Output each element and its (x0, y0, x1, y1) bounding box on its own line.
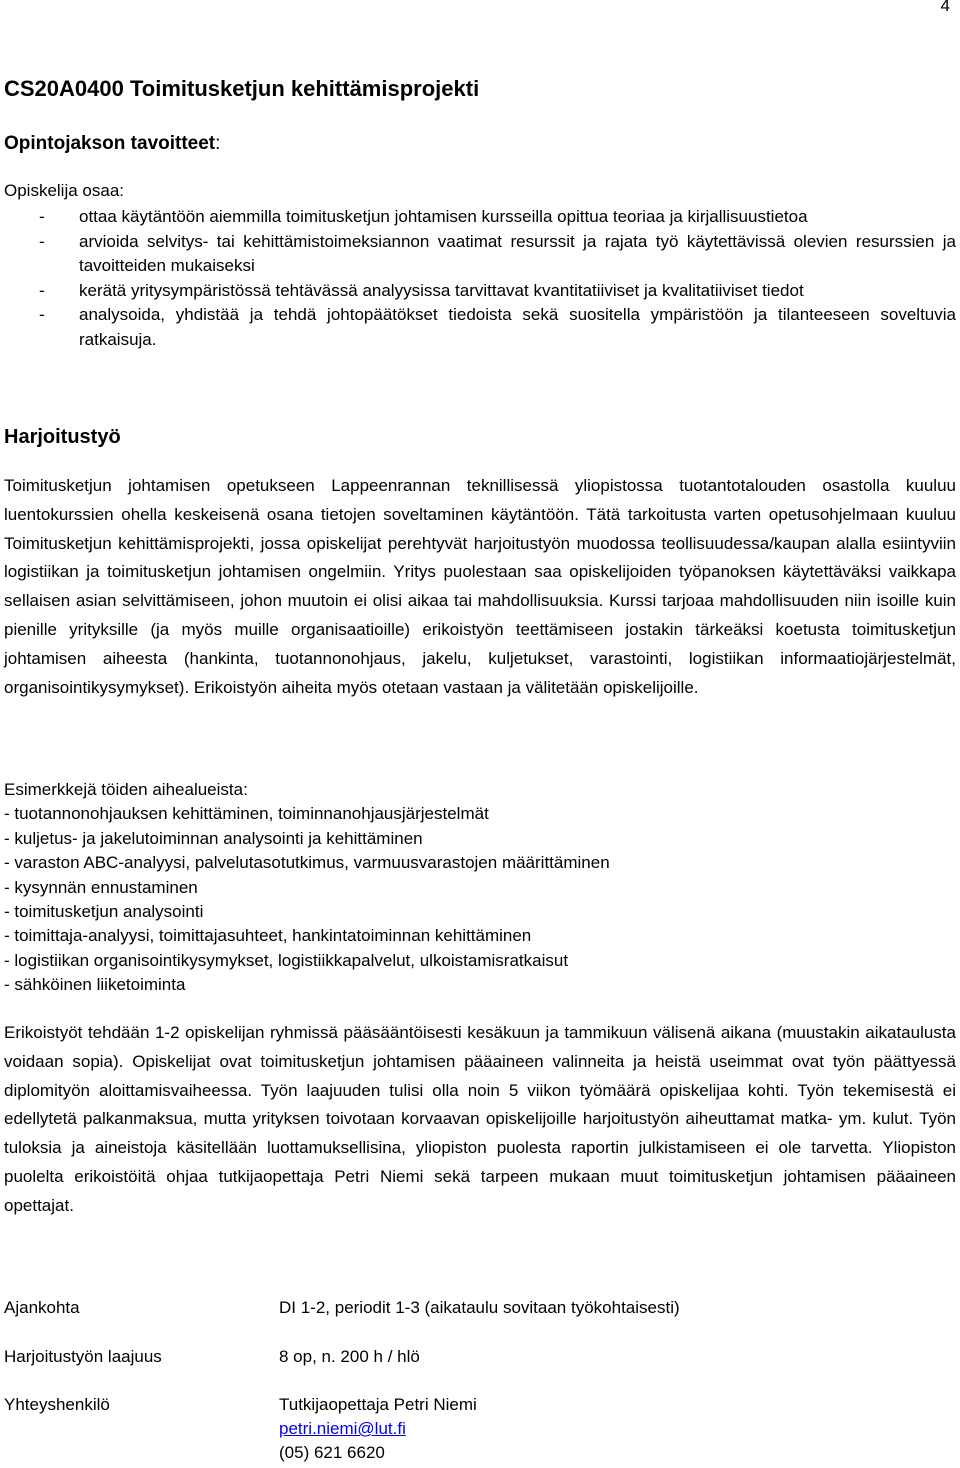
list-item (4, 279, 956, 304)
list-item-text: ottaa käytäntöön aiemmilla toimitusketjun johtamisen kursseilla opittua teoriaa ja kirjallisuustietoa (79, 207, 808, 226)
list-item: - tuotannonohjauksen kehittäminen, toiminnanohjausjärjestelmät (4, 804, 489, 824)
list-item-text: analysoida, yhdistää ja tehdä johtopäätökset tiedoista sekä suositella ympäristöön ja tilanteeseen soveltuvia ratkaisuja. (79, 305, 956, 349)
scope-label: Harjoitustyön laajuus (4, 1347, 162, 1366)
list-bullet: - (39, 280, 45, 300)
list-item: - logistiikan organisointikysymykset, logistiikkapalvelut, ulkoistamisratkaisut (4, 950, 569, 970)
objectives-heading (4, 133, 220, 155)
contact-details (279, 1393, 477, 1465)
examples-section (4, 778, 610, 998)
exercise-heading: Harjoitustyö (4, 426, 121, 448)
list-item-text: kerätä yritysympäristössä tehtävässä analyysissa tarvittavat kvantitatiiviset ja kvalitatiiviset tiedot (79, 280, 804, 300)
exercise-paragraph-1: Toimitusketjun johtamisen opetukseen Lappeenrannan teknillisessä yliopistossa tuotantotalouden osastolla kuuluu luentokurssien ohella keskeisenä osana tietojen soveltaminen käytäntöön. Tätä tarkoitusta varten opetusohjelmaan kuuluu Toimitusketjun kehittämisprojekti, jossa opiskelijat perehtyvät harjoitustyön muodossa teollisuudessa/kaupan alalla esiintyviin logistiikan ja toimitusketjun johtamisen ongelmiin. Yritys puolestaan saa opiskelijoiden työpanoksen käytettäväksi vaikkapa sellaisen asian selvittämiseen, johon muutoin ei olisi aikaa tai mahdollisuuksia. Kurssi tarjoaa mahdollisuuden niin isoille kuin pienille yrityksille (ja myös muille organisaatioille) erikoistyön teettämiseen jostakin tärkeäksi koetusta toimitusketjun johtamisen aiheesta (hankinta, tuotannonohjaus, jakelu, kuljetukset, varastointi, logistiikan informaatiojärjestelmät, organisointikysymykset). Erikoistyön aiheita myös otetaan vastaan ja välitetään opiskelijoille. (4, 476, 956, 697)
list-item: - toimitusketjun analysointi (4, 902, 204, 922)
contact-name: Tutkijaopettaja Petri Niemi (279, 1395, 477, 1414)
list-item: - sähköinen liiketoiminta (4, 975, 186, 995)
examples-list (4, 802, 610, 997)
list-bullet: - (39, 207, 45, 226)
objectives-heading-text: Opintojakson tavoitteet (4, 133, 216, 154)
list-bullet: - (39, 231, 45, 251)
objectives-intro: Opiskelija osaa: (4, 181, 125, 200)
timing-label: Ajankohta (4, 1298, 80, 1317)
list-bullet: - (39, 305, 45, 324)
examples-heading: Esimerkkejä töiden aihealueista: (4, 780, 248, 799)
contact-label: Yhteyshenkilö (4, 1395, 110, 1414)
timing-value: DI 1-2, periodit 1-3 (aikataulu sovitaan työkohtaisesti) (279, 1298, 680, 1317)
list-item: - toimittaja-analyysi, toimittajasuhteet, hankintatoiminnan kehittäminen (4, 926, 532, 946)
objectives-list (4, 205, 956, 352)
list-item (4, 205, 956, 230)
list-item: - kuljetus- ja jakelutoiminnan analysointi ja kehittäminen (4, 828, 423, 848)
list-item (4, 230, 956, 279)
contact-email-link[interactable]: petri.niemi@lut.fi (279, 1419, 406, 1438)
scope-value: 8 op, n. 200 h / hlö (279, 1347, 420, 1366)
objectives-heading-colon: : (215, 133, 221, 154)
exercise-paragraph-2: Erikoistyöt tehdään 1-2 opiskelijan ryhmissä pääsääntöisesti kesäkuun ja tammikuun välisenä aikana (muustakin aikataulusta voidaan sopia). Opiskelijat ovat toimitusketjun johtamisen pääaineen valinneita ja heistä useimmat ovat työn päättyessä diplomityön aloittamisvaiheessa. Työn laajuuden tulisi olla noin 5 viikon työmäärä opiskelijaa kohti. Työn tekemisestä ei edellytetä palkanmaksua, mutta yrityksen toivotaan korvaavan opiskelijoille harjoitustyön aiheuttamat matka- ym. kulut. Työn tuloksia ja aineistoja käsitellään luottamuksellisina, yliopiston puolesta raportin julkistamiseen ei ole tarvetta. Yliopiston puolelta erikoistöitä ohjaa tutkijaopettaja Petri Niemi sekä tarpeen mukaan muut toimitusketjun johtamisen pääaineen opettajat. (4, 1023, 956, 1215)
contact-phone: (05) 621 6620 (279, 1443, 385, 1462)
list-item: - kysynnän ennustaminen (4, 877, 198, 897)
page-title: CS20A0400 Toimitusketjun kehittämisprojekti (4, 76, 480, 101)
list-item (4, 303, 956, 352)
list-item-text: arvioida selvitys- tai kehittämistoimeksiannon vaatimat resurssit ja rajata työ käytettävissä olevien resurssien ja tavoitteiden mukaiseksi (79, 231, 956, 275)
list-item: - varaston ABC-analyysi, palvelutasotutkimus, varmuusvarastojen määrittäminen (4, 853, 610, 873)
page-number: 4 (940, 0, 950, 15)
